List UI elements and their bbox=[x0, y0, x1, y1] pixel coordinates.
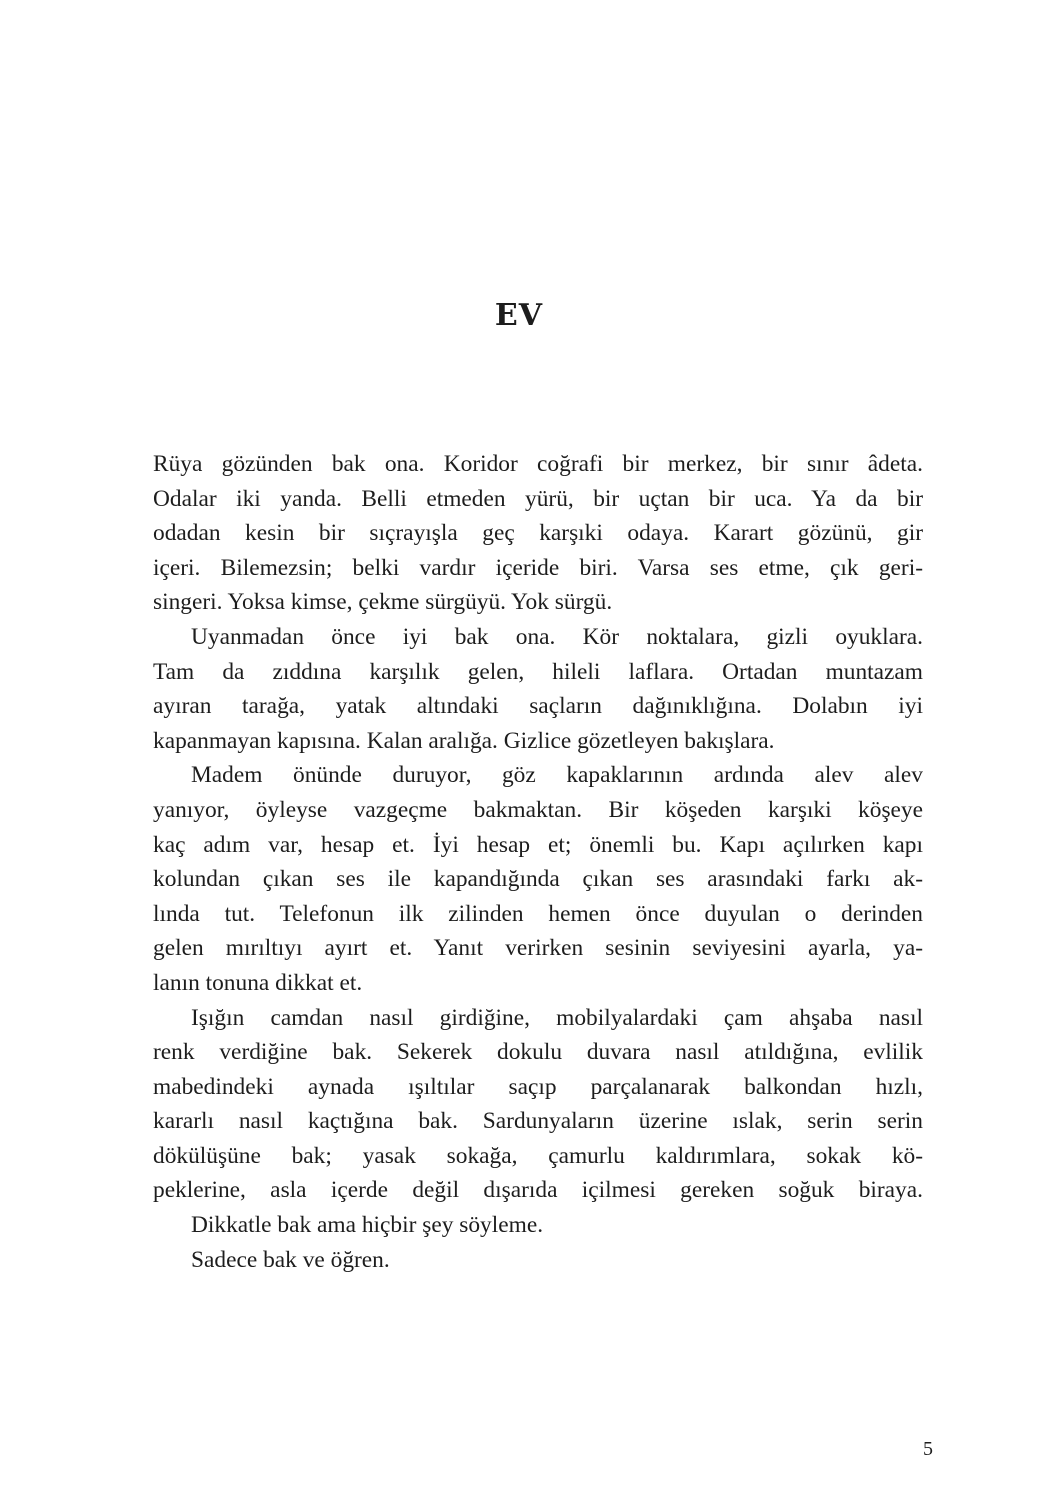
text-line: kolundan çıkan ses ile kapandığında çıkan ses arasındaki farkı ak- bbox=[153, 866, 923, 893]
text-line: singeri. Yoksa kimse, çekme sürgüyü. Yok sürgü. bbox=[153, 589, 613, 616]
text-line: odadan kesin bir sıçrayışla geç karşıki odaya. Karart gözünü, gir bbox=[153, 520, 923, 547]
paragraph bbox=[153, 447, 923, 620]
text-line: mabedindeki aynada ışıltılar saçıp parçalanarak balkondan hızlı, bbox=[153, 1073, 923, 1100]
text-line: kararlı nasıl kaçtığına bak. Sardunyaların üzerine ıslak, serin serin bbox=[153, 1108, 923, 1135]
text-line: Odalar iki yanda. Belli etmeden yürü, bir uçtan bir uca. Ya da bir bbox=[153, 485, 923, 512]
text-line: kaç adım var, hesap et. İyi hesap et; önemli bu. Kapı açılırken kapı bbox=[153, 831, 923, 858]
chapter-title: EV bbox=[494, 298, 544, 333]
text-line: peklerine, asla içerde değil dışarıda içilmesi gereken soğuk biraya. bbox=[153, 1177, 923, 1204]
paragraph bbox=[153, 1001, 923, 1209]
paragraph bbox=[153, 1208, 923, 1243]
text-line: lında tut. Telefonun ilk zilinden hemen önce duyulan o derinden bbox=[153, 900, 923, 927]
text-line: Uyanmadan önce iyi bak ona. Kör noktalara, gizli oyuklara. bbox=[191, 623, 923, 650]
paragraph bbox=[153, 1243, 923, 1278]
text-line: yanıyor, öyleyse vazgeçme bakmaktan. Bir köşeden karşıki köşeye bbox=[153, 796, 923, 823]
text-line: gelen mırıltıyı ayırt et. Yanıt verirken sesinin seviyesini ayarla, ya- bbox=[153, 935, 923, 962]
text-line: renk verdiğine bak. Sekerek dokulu duvara nasıl atıldığına, evlilik bbox=[153, 1039, 923, 1066]
paragraph bbox=[153, 620, 923, 758]
text-line: lanın tonuna dikkat et. bbox=[153, 969, 363, 996]
text-line: Madem önünde duruyor, göz kapaklarının ardında alev alev bbox=[191, 762, 923, 789]
text-line: ayıran tarağa, yatak altındaki saçların dağınıklığına. Dolabın iyi bbox=[153, 693, 923, 720]
text-line: kapanmayan kapısına. Kalan aralığa. Gizlice gözetleyen bakışlara. bbox=[153, 727, 775, 754]
chapter-body bbox=[153, 447, 923, 1277]
text-line: içeri. Bilemezsin; belki vardır içeride biri. Varsa ses etme, çık geri- bbox=[153, 554, 923, 581]
text-line: Işığın camdan nasıl girdiğine, mobilyalardaki çam ahşaba nasıl bbox=[191, 1004, 923, 1031]
text-line: Rüya gözünden bak ona. Koridor coğrafi bir merkez, bir sınır âdeta. bbox=[153, 451, 923, 477]
text-line: Dikkatle bak ama hiçbir şey söyleme. bbox=[191, 1212, 544, 1239]
page-number: 5 bbox=[923, 1438, 933, 1460]
text-line: Tam da zıddına karşılık gelen, hileli laflara. Ortadan muntazam bbox=[153, 658, 923, 685]
text-line: Sadece bak ve öğren. bbox=[191, 1246, 390, 1273]
paragraph bbox=[153, 758, 923, 1000]
text-line: dökülüşüne bak; yasak sokağa, çamurlu kaldırımlara, sokak kö- bbox=[153, 1142, 923, 1169]
